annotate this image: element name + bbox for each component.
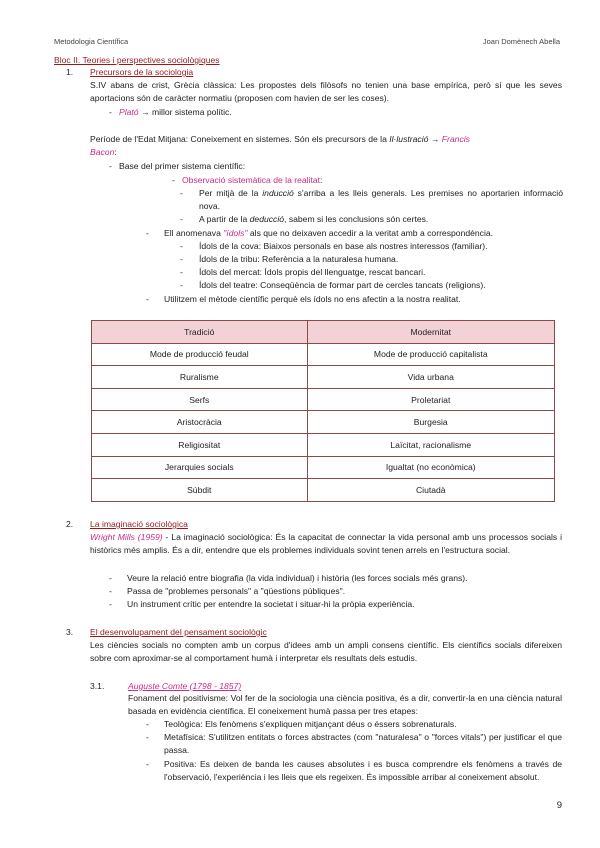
paragraph-greece: S.IV abans de crist, Grècia clàssica: Les propostes dels filòsofs no tenien una base empírica, però sí que les seves aportacions són de caràcter normatiu (proposen com havien de ser les coses). (90, 80, 562, 103)
mills-item-2: - Passa de "problemes personals" a "qüestions públiques". (109, 586, 346, 596)
table-row (92, 433, 555, 456)
table-cell: Serfs (92, 388, 308, 411)
method-item: - Utilitzem el mètode científic perquè els ídols no ens afectin a la nostra realitat. (146, 294, 461, 304)
induction-item: Per mitjà de la inducció s'arriba a les lleis generals. Les premises no aportarien informació nova. (199, 188, 563, 211)
table-row (92, 411, 555, 434)
stage-positive: Positiva: Es deixen de banda les causes absolutes i es busca comprendre els fenòmens a través de l'observació, l'experiència i les lleis que els regeixen. És impossible arribar al coneixement absolut. (164, 759, 562, 782)
table-row (92, 343, 555, 366)
deduction-item: - A partir de la deducció, sabem si les conclusions són certes. (180, 214, 429, 224)
plato-item: - Plató → millor sistema polític. (109, 107, 232, 117)
table-cell: Proletariat (307, 388, 554, 411)
section-3-title: El desenvolupament del pensament sociològic (90, 627, 267, 637)
table-cell: Súbdit (92, 479, 308, 502)
table-header-row (92, 321, 555, 344)
stage-theological: Teològica: Els fenòmens s'expliquen mitjançant déus o éssers sobrenaturals. (164, 719, 457, 729)
table-cell: Vida urbana (307, 366, 554, 389)
table-cell: Religiositat (92, 433, 308, 456)
dash: - (180, 188, 183, 198)
paragraph-mills: Wright Mills (1959) - La imaginació sociològica: És la capacitat de connectar la vida personal amb uns processos socials i històrics més amplis. És a dir, entendre que els problemes individuals sovint tenen arrels en l'estructura social. (90, 532, 562, 555)
section-1-number: 1. (66, 67, 74, 77)
stage-metaphysical: Metafísica: S'utilitzen entitats o forces abstractes (com "naturalesa" o "forces vitals") per justificar el que passa. (164, 732, 562, 755)
mills-item-3: - Un instrument crític per entendre la societat i situar-hi la pròpia experiència. (109, 599, 415, 609)
tradition-modernity-table (91, 320, 555, 502)
idol-market: - Ídols del mercat: Ídols propis del llenguatge, rescat bancari. (180, 267, 426, 277)
table-header-cell: Tradició (92, 321, 308, 344)
dash: - (146, 732, 149, 742)
table-cell: Laïcitat, racionalisme (307, 433, 554, 456)
section-1-title: Precursors de la sociologia (90, 67, 194, 77)
header-left: Metodologia Científica (54, 37, 129, 46)
bloc-title: Bloc II. Teories i perspectives sociològiques (54, 55, 220, 65)
idols-item: - Ell anomenava "ídols" als que no deixaven accedir a la veritat amb a correspondència. (146, 228, 494, 238)
paragraph-middle-ages: Període de l'Edat Mitjana: Coneixement en sistemes. Són els precursors de la Il·lustració → Francis (90, 134, 470, 144)
section-2-title: La imaginació sociològica (90, 519, 188, 529)
table-cell: Burgesia (307, 411, 554, 434)
table-row (92, 388, 555, 411)
dash: - (146, 759, 149, 769)
section-3-number: 3. (66, 627, 74, 637)
table-cell: Jerarquies socials (92, 456, 308, 479)
subsection-3-1-number: 3.1. (90, 681, 105, 691)
header-right: Joan Domènech Abella (482, 37, 560, 46)
table-row (92, 479, 555, 502)
paragraph-positivism: Fonament del positivisme: Vol fer de la sociologia una ciència positiva, és a dir, convertir-la en una ciència natural basada en evidència científica. El coneixement humà passa per tres etapes: (128, 693, 562, 716)
mills-item-1: - Veure la relació entre biografia (la vida individual) i història (les forces socials més grans). (109, 573, 468, 583)
base-item: - Base del primer sistema científic: (109, 161, 246, 171)
table-cell: Ciutadà (307, 479, 554, 502)
table-cell: Aristocràcia (92, 411, 308, 434)
table-row (92, 366, 555, 389)
idol-tribe: - Ídols de la tribu: Referència a la naturalesa humana. (180, 254, 399, 264)
table-row (92, 456, 555, 479)
subsection-3-1-title: Auguste Comte (1798 - 1857) (128, 681, 242, 691)
idol-cave: - Ídols de la cova: Biaixos personals en base als nostres interessos (familiar). (180, 241, 488, 251)
section-2-number: 2. (66, 519, 74, 529)
table-header-cell: Modernitat (307, 321, 554, 344)
table-cell: Igualtat (no econòmica) (307, 456, 554, 479)
table-cell: Mode de producció feudal (92, 343, 308, 366)
page-number: 9 (556, 800, 562, 811)
paragraph-social-sciences: Les ciències socials no compten amb un corpus d'idees amb un ampli consens científic. Els científics socials difereixen sobre com aproximar-se al comportament humà i interpretar els resultats dels estudis. (90, 640, 562, 663)
observation-item: - Observació sistemàtica de la realitat: (172, 175, 323, 185)
bacon-line: Bacon: (90, 147, 117, 157)
idol-theatre: - Ídols del teatre: Conseqüència de formar part de cercles tancats (religions). (180, 280, 486, 290)
table-cell: Mode de producció capitalista (307, 343, 554, 366)
dash: - (146, 719, 149, 729)
table-cell: Ruralisme (92, 366, 308, 389)
